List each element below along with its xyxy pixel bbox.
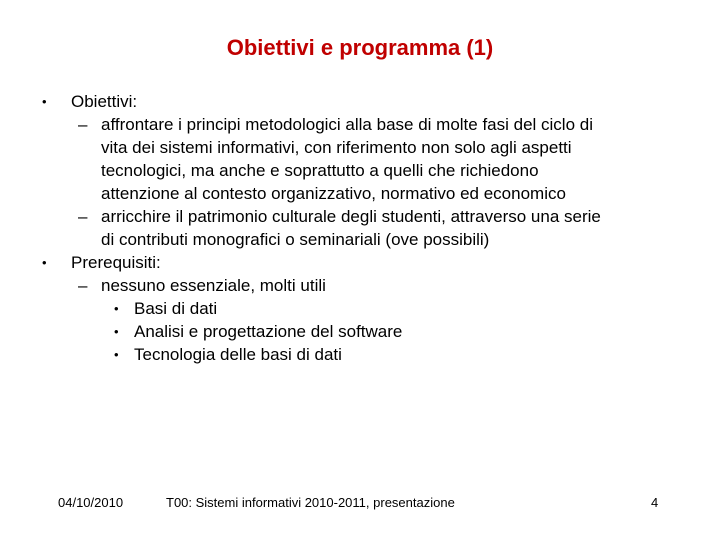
dash-icon: – [78,276,88,295]
dash-icon: – [78,115,88,134]
bullet-icon: • [114,347,119,362]
footer-course-title: T00: Sistemi informativi 2010-2011, presentazione [166,495,455,510]
slide-body [0,90,720,366]
dash-icon: – [78,207,88,226]
bullet-icon: • [114,301,119,316]
bullet-icon: • [114,324,119,339]
subbullet-affrontare [0,113,720,205]
subsubbullet-analisi [0,320,720,343]
text-line: vita dei sistemi informativi, con riferimento non solo agli aspetti [101,138,572,157]
footer-date: 04/10/2010 [58,495,124,510]
text-line: nessuno essenziale, molti utili [101,276,326,295]
text-line: attenzione al contesto organizzativo, normativo ed economico [101,184,566,203]
footer-page-number: 4 [651,495,659,510]
slide-title: Obiettivi e programma (1) [226,35,494,60]
bullet-text: Basi di dati [134,299,218,318]
subbullet-nessuno [0,274,720,297]
bullet-prerequisiti [0,251,720,274]
bullet-label: Obiettivi: [71,92,138,111]
text-line: affrontare i principi metodologici alla base di molte fasi del ciclo di [101,115,593,134]
subsubbullet-tecnologia [0,343,720,366]
text-line: arricchire il patrimonio culturale degli studenti, attraverso una serie [101,207,601,226]
bullet-text: Analisi e progettazione del software [134,322,403,341]
subsubbullet-basi-di-dati [0,297,720,320]
subbullet-arricchire [0,205,720,251]
bullet-obiettivi [0,90,720,113]
text-line: di contributi monografici o seminariali (ove possibili) [101,230,490,249]
bullet-icon: • [42,94,47,109]
bullet-icon: • [42,255,47,270]
text-line: tecnologici, ma anche e soprattutto a quelli che richiedono [101,161,539,180]
bullet-text: Tecnologia delle basi di dati [134,345,342,364]
bullet-label: Prerequisiti: [71,253,161,272]
